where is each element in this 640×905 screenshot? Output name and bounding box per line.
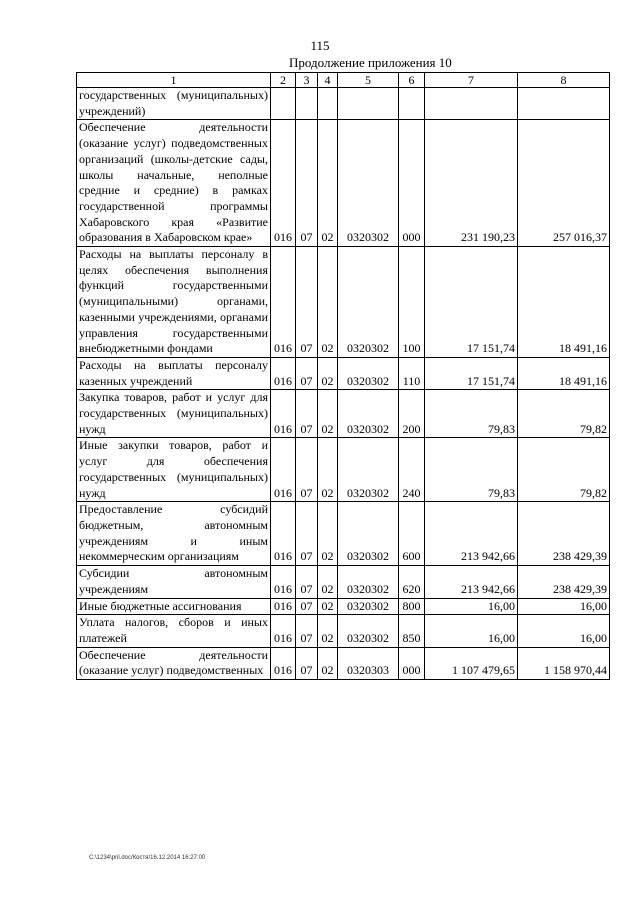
table-row: [77, 615, 610, 647]
table-row: [77, 88, 610, 120]
cell-c4: 02: [318, 647, 338, 679]
cell-c5: 0320303: [338, 647, 399, 679]
cell-c3: 07: [296, 247, 318, 358]
cell-c2: 016: [271, 357, 296, 389]
column-header: 5: [338, 73, 399, 88]
cell-c2: 016: [271, 120, 296, 247]
cell-c8: [518, 88, 610, 120]
cell-c2: 016: [271, 438, 296, 502]
cell-c7: 16,00: [425, 615, 518, 647]
cell-c4: 02: [318, 390, 338, 438]
table-row: [77, 647, 610, 679]
table-row: [77, 357, 610, 389]
cell-c7: 17 151,74: [425, 247, 518, 358]
cell-c8: 16,00: [518, 598, 610, 615]
row-description: Уплата налогов, сборов и иных платежей: [77, 615, 271, 647]
row-description: Предоставление субсидий бюджетным, автономным учреждениям и иным некоммерческим организациям: [77, 502, 271, 566]
cell-c3: [296, 88, 318, 120]
cell-c6: 100: [399, 247, 425, 358]
cell-c4: 02: [318, 615, 338, 647]
cell-c5: 0320302: [338, 566, 399, 598]
cell-c6: [399, 88, 425, 120]
cell-c6: 000: [399, 120, 425, 247]
table-row: [77, 438, 610, 502]
row-description: Расходы на выплаты персоналу казенных учреждений: [77, 357, 271, 389]
row-description: Субсидии автономным учреждениям: [77, 566, 271, 598]
cell-c5: 0320302: [338, 438, 399, 502]
file-path-footer: C:\1234\pril.doc/Костя/16.12.2014 16:27:00: [89, 855, 206, 861]
cell-c2: [271, 88, 296, 120]
table-row: [77, 502, 610, 566]
cell-c5: 0320302: [338, 120, 399, 247]
cell-c4: 02: [318, 120, 338, 247]
cell-c5: 0320302: [338, 357, 399, 389]
cell-c3: 07: [296, 120, 318, 247]
page-number: 115: [310, 38, 330, 53]
column-header: 8: [518, 73, 610, 88]
cell-c6: 110: [399, 357, 425, 389]
cell-c4: 02: [318, 357, 338, 389]
cell-c7: 79,83: [425, 438, 518, 502]
cell-c5: 0320302: [338, 615, 399, 647]
cell-c3: 07: [296, 615, 318, 647]
cell-c5: [338, 88, 399, 120]
cell-c3: 07: [296, 438, 318, 502]
cell-c6: 620: [399, 566, 425, 598]
cell-c7: 1 107 479,65: [425, 647, 518, 679]
cell-c6: 200: [399, 390, 425, 438]
column-header: 2: [271, 73, 296, 88]
cell-c6: 000: [399, 647, 425, 679]
cell-c2: 016: [271, 615, 296, 647]
cell-c6: 240: [399, 438, 425, 502]
table-row: [77, 390, 610, 438]
cell-c7: 16,00: [425, 598, 518, 615]
row-description: Обеспечение деятельности (оказание услуг) подведомственных организаций (школы-детские сады, школы начальные, неполные средние и средние) в рамках государственной программы Хабаровского края «Развитие образования в Хабаровском крае»: [77, 120, 271, 247]
cell-c2: 016: [271, 247, 296, 358]
row-description: Иные бюджетные ассигнования: [77, 598, 271, 615]
cell-c4: [318, 88, 338, 120]
cell-c3: 07: [296, 598, 318, 615]
cell-c7: [425, 88, 518, 120]
cell-c7: 213 942,66: [425, 566, 518, 598]
cell-c4: 02: [318, 438, 338, 502]
cell-c2: 016: [271, 598, 296, 615]
header-row: [77, 73, 610, 88]
cell-c5: 0320302: [338, 390, 399, 438]
cell-c7: 79,83: [425, 390, 518, 438]
cell-c5: 0320302: [338, 502, 399, 566]
cell-c3: 07: [296, 502, 318, 566]
cell-c8: 16,00: [518, 615, 610, 647]
column-header: 1: [77, 73, 271, 88]
column-header: 6: [399, 73, 425, 88]
cell-c2: 016: [271, 502, 296, 566]
cell-c2: 016: [271, 390, 296, 438]
cell-c8: 257 016,37: [518, 120, 610, 247]
cell-c3: 07: [296, 357, 318, 389]
budget-table: [76, 72, 610, 680]
cell-c4: 02: [318, 247, 338, 358]
cell-c6: 600: [399, 502, 425, 566]
table-body: [77, 88, 610, 680]
appendix-subtitle: Продолжение приложения 10: [289, 55, 452, 70]
cell-c2: 016: [271, 647, 296, 679]
cell-c7: 17 151,74: [425, 357, 518, 389]
cell-c5: 0320302: [338, 598, 399, 615]
cell-c6: 850: [399, 615, 425, 647]
row-description: Иные закупки товаров, работ и услуг для обеспечения государственных (муниципальных) нужд: [77, 438, 271, 502]
cell-c8: 238 429,39: [518, 502, 610, 566]
row-description: Расходы на выплаты персоналу в целях обеспечения выполнения функций государственными (муниципальными) органами, казенными учреждениями, органами управления государственными внебюджетными фондами: [77, 247, 271, 358]
cell-c5: 0320302: [338, 247, 399, 358]
cell-c4: 02: [318, 502, 338, 566]
cell-c2: 016: [271, 566, 296, 598]
cell-c8: 79,82: [518, 390, 610, 438]
row-description: Закупка товаров, работ и услуг для государственных (муниципальных) нужд: [77, 390, 271, 438]
cell-c8: 79,82: [518, 438, 610, 502]
cell-c4: 02: [318, 566, 338, 598]
table-row: [77, 566, 610, 598]
cell-c3: 07: [296, 390, 318, 438]
cell-c3: 07: [296, 566, 318, 598]
column-header: 4: [318, 73, 338, 88]
table-row: [77, 120, 610, 247]
cell-c8: 18 491,16: [518, 357, 610, 389]
row-description: Обеспечение деятельности (оказание услуг) подведомственных: [77, 647, 271, 679]
cell-c7: 213 942,66: [425, 502, 518, 566]
cell-c8: 18 491,16: [518, 247, 610, 358]
cell-c3: 07: [296, 647, 318, 679]
cell-c4: 02: [318, 598, 338, 615]
column-header: 7: [425, 73, 518, 88]
cell-c6: 800: [399, 598, 425, 615]
row-description: государственных (муниципальных) учреждений): [77, 88, 271, 120]
table-row: [77, 247, 610, 358]
table-row: [77, 598, 610, 615]
column-header: 3: [296, 73, 318, 88]
cell-c8: 1 158 970,44: [518, 647, 610, 679]
cell-c8: 238 429,39: [518, 566, 610, 598]
cell-c7: 231 190,23: [425, 120, 518, 247]
